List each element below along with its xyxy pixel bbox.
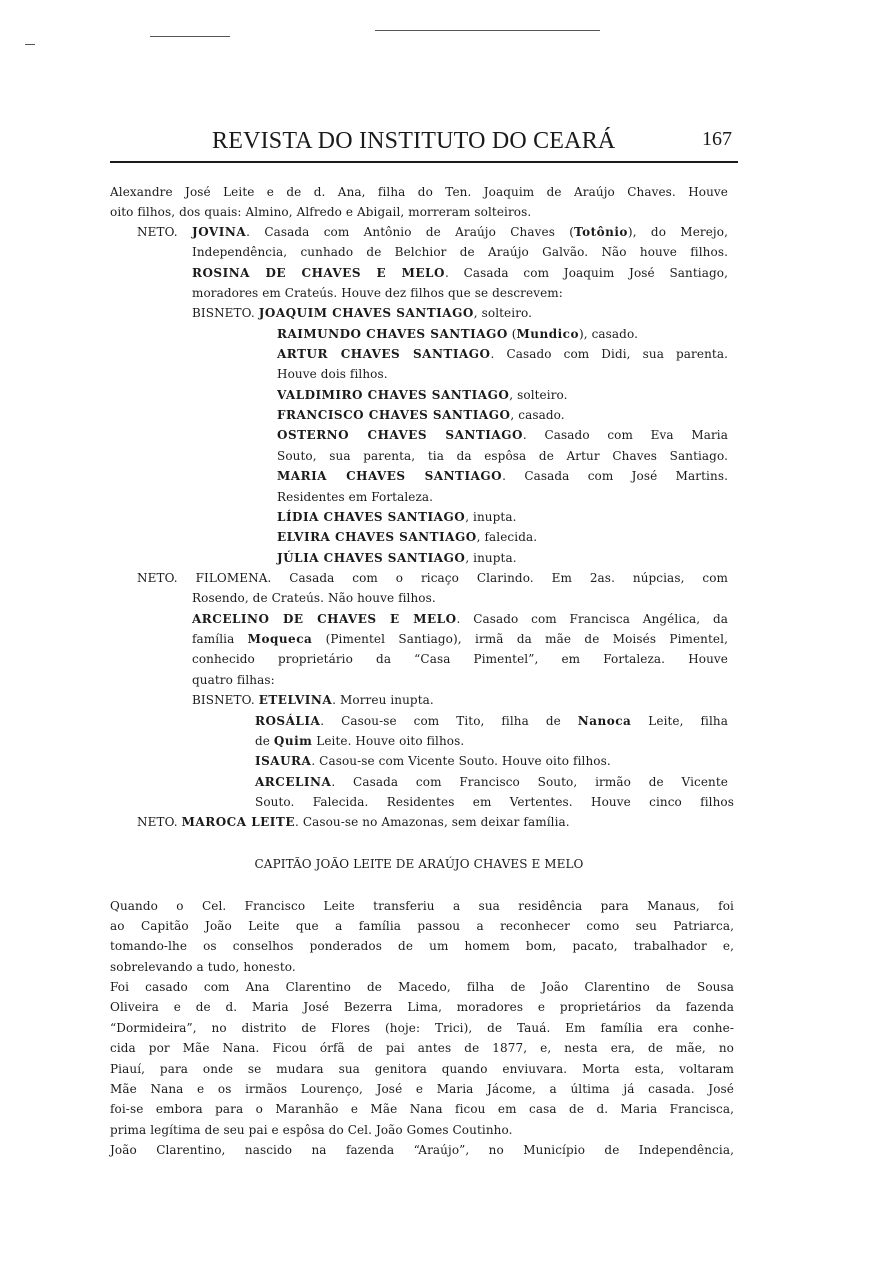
bold-name: VALDIMIRO CHAVES SANTIAGO <box>277 388 510 402</box>
text-run: , solteiro. <box>473 306 533 320</box>
text-line <box>110 1021 734 1035</box>
text-run: NETO. <box>137 815 182 829</box>
text-line <box>110 1062 734 1076</box>
text-line <box>110 1143 734 1157</box>
text-run: sobrelevando a tudo, honesto. <box>110 960 296 974</box>
text-run: Mãe Nana e os irmãos Lourenço, José e Maria Jácome, a última já casada. José <box>110 1082 734 1096</box>
scan-artifact-line <box>25 44 35 45</box>
text-run: quatro filhas: <box>192 673 275 687</box>
text-run: Leite. Houve oito filhos. <box>312 734 465 748</box>
bold-name: ARCELINA <box>255 775 332 789</box>
text-line <box>255 775 728 789</box>
text-line <box>110 1082 734 1096</box>
text-line <box>192 652 728 666</box>
text-run: prima legítima de seu pai e espôsa do Cel. João Gomes Coutinho. <box>110 1123 513 1137</box>
text-run: Souto, sua parenta, tia da espôsa de Artur Chaves Santiago. <box>277 449 728 463</box>
text-line <box>192 673 275 687</box>
bold-name: ARTUR CHAVES SANTIAGO <box>277 347 491 361</box>
text-line <box>255 734 464 748</box>
text-run: conhecido proprietário da “Casa Pimentel”, em Fortaleza. Houve <box>192 652 728 666</box>
text-line <box>277 490 433 504</box>
text-line <box>192 266 728 280</box>
text-line <box>192 591 436 605</box>
text-line <box>277 469 728 483</box>
text-line <box>110 1041 734 1055</box>
text-line <box>277 347 728 361</box>
scan-artifact-line <box>375 30 600 31</box>
text-run: foi-se embora para o Maranhão e Mãe Nana ficou em casa de d. Maria Francisca, <box>110 1102 734 1116</box>
bold-name: ELVIRA CHAVES SANTIAGO <box>277 530 477 544</box>
text-run: . Morreu inupta. <box>332 693 434 707</box>
text-line <box>110 899 734 913</box>
text-run: . Casado com Francisca Angélica, da <box>456 612 728 626</box>
text-run: , inupta. <box>465 551 517 565</box>
text-line <box>192 306 532 320</box>
text-run: . Casou-se com Tito, filha de <box>320 714 578 728</box>
text-line <box>110 939 734 953</box>
bold-name: LÍDIA CHAVES SANTIAGO <box>277 510 466 524</box>
text-run: ), casado. <box>578 327 638 341</box>
bold-name: ISAURA <box>255 754 312 768</box>
text-line <box>255 754 611 768</box>
bold-name: Moqueca <box>247 632 313 646</box>
text-run: . Casada com Antônio de Araújo Chaves ( <box>246 225 575 239</box>
text-run: , falecida. <box>476 530 538 544</box>
text-run: tomando-lhe os conselhos ponderados de um homem bom, pacato, trabalhador e, <box>110 939 734 953</box>
text-run: . Casada com Francisco Souto, irmão de Vicente <box>331 775 728 789</box>
text-run: de <box>255 734 274 748</box>
text-run: . Casado com Eva Maria <box>522 428 728 442</box>
journal-title: REVISTA DO INSTITUTO DO CEARÁ <box>212 128 616 154</box>
text-line <box>110 919 734 933</box>
bold-name: OSTERNO CHAVES SANTIAGO <box>277 428 523 442</box>
text-run: moradores em Crateús. Houve dez filhos que se descrevem: <box>192 286 563 300</box>
text-line <box>137 571 728 585</box>
bold-name: Mundico <box>516 327 579 341</box>
text-line <box>277 367 388 381</box>
text-run: Rosendo, de Crateús. Não houve filhos. <box>192 591 436 605</box>
text-run: Independência, cunhado de Belchior de Araújo Galvão. Não houve filhos. <box>192 245 728 259</box>
text-line <box>137 225 728 239</box>
bold-name: ROSINA DE CHAVES E MELO <box>192 266 445 280</box>
bold-name: ARCELINO DE CHAVES E MELO <box>192 612 457 626</box>
text-run: , casado. <box>510 408 565 422</box>
text-run: cida por Mãe Nana. Ficou órfã de pai antes de 1877, e, nesta era, de mãe, no <box>110 1041 734 1055</box>
text-run: João Clarentino, nascido na fazenda “Araújo”, no Município de Independência, <box>110 1143 734 1157</box>
text-line <box>110 1102 734 1116</box>
text-line <box>110 205 531 219</box>
text-run: , inupta. <box>465 510 517 524</box>
page-number: 167 <box>702 128 732 150</box>
text-run: CAPITÃO JOÃO LEITE DE ARAÚJO CHAVES E MELO <box>254 857 584 871</box>
text-run: (Pimentel Santiago), irmã da mãe de Moisés Pimentel, <box>312 632 728 646</box>
text-line <box>255 714 728 728</box>
text-run: Foi casado com Ana Clarentino de Macedo, filha de João Clarentino de Sousa <box>110 980 734 994</box>
text-run: Oliveira e de d. Maria José Bezerra Lima, moradores e proprietários da fazenda <box>110 1000 734 1014</box>
text-run: Souto. Falecida. Residentes em Vertentes. Houve cinco filhos <box>255 795 734 809</box>
text-run: Alexandre José Leite e de d. Ana, filha do Ten. Joaquim de Araújo Chaves. Houve <box>110 185 728 199</box>
text-line <box>110 980 734 994</box>
text-run: BISNETO. <box>192 693 259 707</box>
text-line <box>192 612 728 626</box>
text-line <box>192 693 434 707</box>
text-line <box>277 428 728 442</box>
text-run: família <box>192 632 248 646</box>
text-line <box>110 1123 513 1137</box>
text-run: BISNETO. <box>192 306 259 320</box>
bold-name: ROSÁLIA <box>255 714 321 728</box>
bold-name: Nanoca <box>577 714 632 728</box>
running-header <box>110 128 738 162</box>
text-line <box>277 449 728 463</box>
bold-name: Quim <box>273 734 313 748</box>
scan-artifact-line <box>150 36 230 37</box>
text-line <box>110 960 296 974</box>
text-run: ao Capitão João Leite que a família passou a reconhecer como seu Patriarca, <box>110 919 734 933</box>
text-run: NETO. <box>137 225 193 239</box>
bold-name: JOAQUIM CHAVES SANTIAGO <box>258 306 474 320</box>
text-run: “Dormideira”, no distrito de Flores (hoje: Trici), de Tauá. Em família era conhe- <box>110 1021 734 1035</box>
bold-name: RAIMUNDO CHAVES SANTIAGO <box>277 327 508 341</box>
bold-name: Totônio <box>574 225 628 239</box>
bold-name: JOVINA <box>192 225 247 239</box>
text-run: . Casada com Joaquim José Santiago, <box>444 266 728 280</box>
text-run: oito filhos, dos quais: Almino, Alfredo e Abigail, morreram solteiros. <box>110 205 532 219</box>
text-line <box>255 795 734 809</box>
text-run: Residentes em Fortaleza. <box>277 490 434 504</box>
text-line <box>110 1000 734 1014</box>
text-line <box>110 857 728 871</box>
text-run: ), do Merejo, <box>627 225 728 239</box>
text-line <box>192 632 728 646</box>
text-line <box>192 245 728 259</box>
text-line <box>277 388 568 402</box>
bold-name: MAROCA LEITE <box>181 815 295 829</box>
text-run: . Casada com José Martins. <box>502 469 728 483</box>
text-run: Piauí, para onde se mudara sua genitora quando enviuvara. Morta esta, voltaram <box>110 1062 734 1076</box>
bold-name: JÚLIA CHAVES SANTIAGO <box>277 551 466 565</box>
text-run: Leite, filha <box>631 714 728 728</box>
text-run: NETO. FILOMENA. Casada com o ricaço Clarindo. Em 2as. núpcias, com <box>137 571 728 585</box>
header-rule <box>110 161 738 163</box>
text-line <box>137 815 570 829</box>
text-line <box>277 551 517 565</box>
text-run: Houve dois filhos. <box>277 367 388 381</box>
text-run: , solteiro. <box>509 388 568 402</box>
text-line <box>277 510 516 524</box>
text-line <box>277 408 565 422</box>
text-run: Quando o Cel. Francisco Leite transferiu a sua residência para Manaus, foi <box>110 899 734 913</box>
bold-name: FRANCISCO CHAVES SANTIAGO <box>277 408 511 422</box>
text-line <box>277 327 638 341</box>
text-line <box>192 286 563 300</box>
text-line <box>277 530 537 544</box>
text-run: . Casou-se com Vicente Souto. Houve oito filhos. <box>311 754 611 768</box>
bold-name: ETELVINA <box>258 693 333 707</box>
bold-name: MARIA CHAVES SANTIAGO <box>277 469 503 483</box>
text-run: . Casado com Didi, sua parenta. <box>490 347 728 361</box>
text-run: . Casou-se no Amazonas, sem deixar família. <box>294 815 570 829</box>
text-run: ( <box>507 327 517 341</box>
text-line <box>110 185 728 199</box>
